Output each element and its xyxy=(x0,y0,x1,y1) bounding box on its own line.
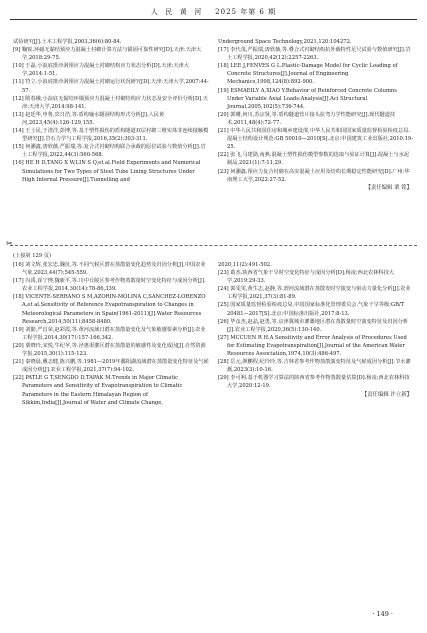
reference-continuation: 2020,11(2):491-502. xyxy=(218,262,272,268)
reference-item: [23] 何灏鑫.预应力复合衬砌在高实混凝土应用及结构长期稳定性能研究[D].广州:华南理工大学,2022:27-52. xyxy=(218,168,410,183)
reference-item: [19] 刘勤,严昌荣,赵彩霞,等.黄河流域日潜在蒸散量变化及气象敏感要素分析[J].农业工程学报,2014,30(17):157-166,342. xyxy=(13,326,206,341)
references-top-left xyxy=(13,38,209,184)
continued-from-note: (上接第 129 页) xyxy=(13,253,51,259)
reference-item: [17] 冯禹,崔宁博,魏新平,等.川中丘陵区参考作物蒸散量时空变化特征与成因分析[J].农业工程学报,2014,30(14):78-86,339. xyxy=(13,278,206,293)
reference-item: [24] 郭雯雯,黄生志,赵静,等.渭河流域潜在蒸散发时空演变与驱动力量化分析[J].农业工程学报,2021,37(3):81-89. xyxy=(218,286,411,301)
reference-item: [12] 隋春娥.小浪底无黏结环锚预应力混凝土衬砌结构应力状态及安全评价分析[D].天津:天津大学,2014:98-141. xyxy=(13,95,208,110)
reference-item: [23] 葛杰.陕西省气象干旱时空变化特征与成因分析[D].杨凌:西北农林科技大学,2019:29-33. xyxy=(218,270,394,285)
references-bottom-left xyxy=(13,261,209,407)
reference-item: [21] 秦晓晨,戴志健,陈兴鹏,等.1981—2019年鄱阳湖流域潜在蒸散量变化特征及气候成因分析[J].农业工程学报,2021,37(7):94-102. xyxy=(13,359,209,374)
reference-item: [13] 赵廷华,申鲁,宾日浩,等.盾构输水隧洞结构形式分析[J].人民黄河,2023,45(4):126-129,155. xyxy=(13,111,165,126)
responsible-editor: 【责任编辑 栗 铭】 xyxy=(365,184,412,191)
reference-continuation: 试验研究[J].土木工程学报,2003,36(6):80-84. xyxy=(13,39,122,45)
page-header xyxy=(0,0,427,20)
reference-item: [26] 毕彦杰,赵晶,赵勇,等.京津冀城市灌溉地区潜在蒸散量时空演变特征及归因分析[J].农业工程学报,2020,36(5):130-140. xyxy=(218,318,409,333)
references-top-right xyxy=(218,38,414,192)
reference-item: [22] 张飞,马建勋,南燕.混凝土塑性损伤模型参数的选取与验证计算[J].混凝土与水泥制品,2021(1):7-11,29. xyxy=(218,152,410,167)
references-bottom-right xyxy=(218,261,414,399)
reference-item: [25] 国家质量监督检验检疫总局,中国国家标准化管理委员会.气象干旱等级:GB/T 20481—2017[S].北京:中国标准出版社,2017:8-13. xyxy=(218,302,405,317)
reference-item: [11] 符立.小浪底排沙洞预应力混凝土衬砌运行状况研究[D].天津:天津大学,2007:44-57. xyxy=(13,79,209,94)
reference-item: [21] 中华人民共和国住房和城乡建设部,中华人民共和国国家质量监督检验检疫总局.混凝土结构设计规范:GB 50010—2010[S].北京:中国建筑工业出版社,2010:19-25. xyxy=(218,128,413,151)
reference-item: [29] 李可利.基于机器学习算法的陕西省参考作物蒸散量估算[D].杨凌:西北农林科技大学,2020:12-19. xyxy=(218,375,410,390)
reference-item: [9] 鞠锐.环磁无黏结预应力混凝土衬砌计算方法与锚固可靠性研究[D].天津:天津大学,2018:29-75. xyxy=(13,47,202,62)
reference-item: [14] 王士民,于清洋,彭博,等.基于塑性损伤的盾构隧道双层衬砌三维实体非连续接触模型研究[J].岩石力学与工程学报,2016,35(2):303-311. xyxy=(13,128,209,143)
running-header xyxy=(0,7,427,17)
reference-item: [17] 李代茂,严振瑞,唐欣薇,等.叠合式衬砌结构抗外载特性足尺试验与数值研究[J].岩土工程学报,2020,42(12):2257-2263. xyxy=(218,47,411,62)
journal-name: 人 民 黄 河 xyxy=(150,8,203,16)
reference-item: [18] LEE J,FENVES G L.Plastic-Damage Model for Cyclic Loading of Concrete Structures[J].Journal of Engineering Mechanics,1998,124(8):892-900. xyxy=(218,63,398,86)
page-number: · 149 · xyxy=(372,610,393,618)
section-divider xyxy=(10,245,417,246)
reference-item: [28] 岳元,颜鹏程,纪玲玲,等.吉林省参考作物蒸散演变特征及气候成因分析[J].节水灌溉,2023(3):10-16. xyxy=(218,359,411,374)
header-rule xyxy=(10,19,417,20)
reference-item: [19] ESMAEILY A,XIAO Y.Behavior of Reinforced Concrete Columns Under Variable Axial Loads:Analysis[J].Aci Structural Journal,2005,102(5):736-744. xyxy=(218,87,397,110)
reference-item: [18] VICENTE-SERRANO S M,AZORIN-MOLINA C,SANCHEZ-LORENZO A,et al.Sensitivity of Reference Evapotranspiration to Changes in Meteorological Parameters in Spain(1961-2011)[J].Water Resources Research,2014,50(11):8458-8480. xyxy=(13,294,206,325)
reference-item: [16] 刘文辉,张宏忠,魏征,等.不同气候区潜在蒸散量变化趋势及归因分析[J].中国农业气象,2023,44(7):545-559. xyxy=(13,262,206,277)
scissors-icon: ✂ xyxy=(6,239,13,248)
responsible-editor: 【责任编辑 许立新】 xyxy=(361,391,412,398)
reference-item: [27] MCCUEN R H.A Sensitivity and Error Analysis of Procedures Used for Estimating Evapotranspiration[J].Journal of the American Water Resources Association,1974,10(3):486-497. xyxy=(218,334,407,358)
issue-label: 2025 年第 6 期 xyxy=(215,8,277,16)
reference-item: [22] PATLE G T,SENGDO D,TAPAK M.Trends in Major Climatic Parameters and Sensitivity of Evapotranspiration to Climatic Parameters in the Eastern Himalayan Region of Sikkim,India[J].Journal of Water and Climate Change, xyxy=(13,375,183,406)
reference-item: [20] 郭珊,何川,苏宗贤,等.盾构隧道管片接头抗弯力学性能研究[J].现代隧道技术,2011,48(4):72-77. xyxy=(218,111,396,126)
reference-item: [20] 粟晓玲,宋悦,牛纪苹,等.泾惠渠灌区潜在蒸散量的敏感性及变化成因[J].自然资源学报,2015,30(1):115-123. xyxy=(13,342,206,358)
reference-item: [15] 何灏鑫,唐欣薇,严振瑞,等.复合式衬砌结构联合承载的原位试验与数值分析[J].岩土工程学报,2022,44(3):560-568. xyxy=(13,144,206,159)
reference-item: [16] HE H D,TANG X W,LIN S Q,et al.Field Experiments and Numerical Simulations for Two Types of Steel Tube Lining Structures Under High Internal Pressure[J].Tunnelling and xyxy=(13,160,201,183)
reference-item: [10] 王磊.小浪底排沙洞预应力混凝土衬砌结构应力状态分析[D].天津:天津大学,2014:1-51. xyxy=(13,63,189,78)
reference-continuation: Underground Space Technology,2021,120:104272. xyxy=(218,39,352,45)
